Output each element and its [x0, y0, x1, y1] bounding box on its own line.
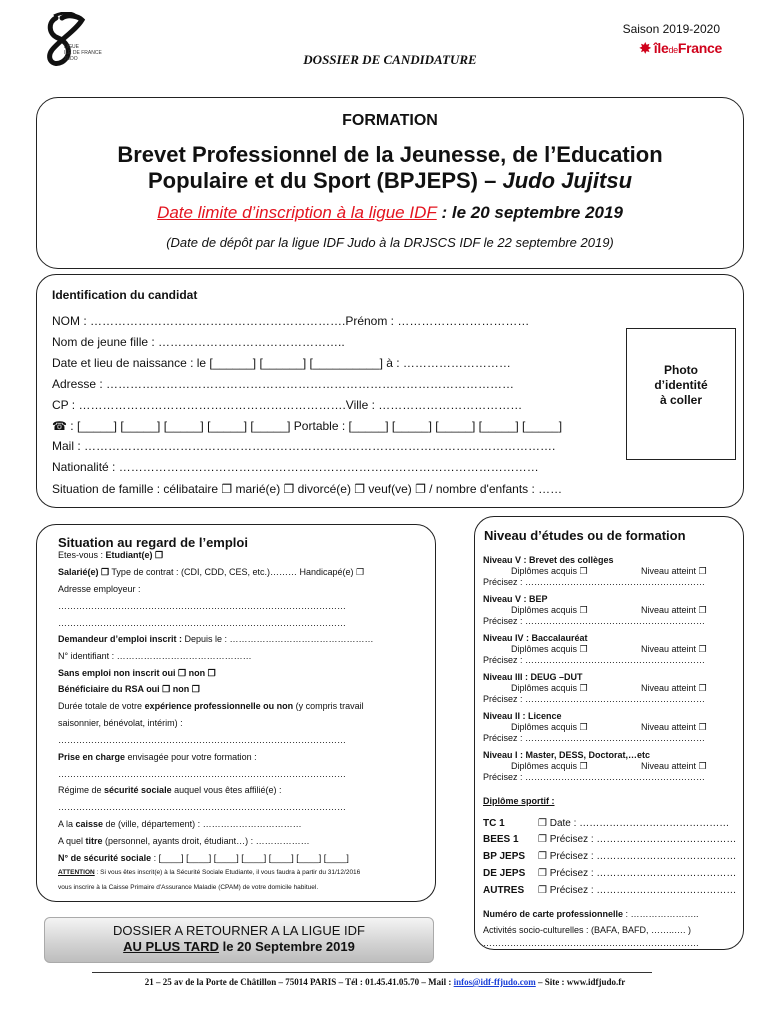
niveau-atteint-checkbox[interactable]: Niveau atteint ❐: [641, 566, 707, 576]
emploi-title: Situation au regard de l’emploi: [58, 535, 248, 550]
niveau-atteint-checkbox[interactable]: Niveau atteint ❐: [641, 683, 707, 693]
etudes-title: Niveau d’études ou de formation: [484, 528, 686, 543]
precisez-field[interactable]: Précisez : ……………………………………………………: [483, 733, 706, 743]
activites-line[interactable]: ………………………………………………………………: [483, 938, 699, 948]
demandeur-emploi-field[interactable]: Demandeur d’emploi inscrit : Depuis le : …………………………………………: [58, 634, 374, 644]
precisez-field[interactable]: Précisez : ……………………………………………………: [483, 772, 706, 782]
sportif-code: BP JEPS: [483, 851, 526, 862]
adresse-employeur-label: Adresse employeur :: [58, 584, 141, 594]
return-banner-line1: DOSSIER A RETOURNER A LA LIGUE IDF: [113, 923, 365, 938]
prise-en-charge-label: Prise en charge envisagée pour votre formation :: [58, 752, 257, 762]
niveau-atteint-checkbox[interactable]: Niveau atteint ❐: [641, 605, 707, 615]
sportif-code: BEES 1: [483, 834, 519, 845]
sportif-code: TC 1: [483, 818, 505, 829]
adresse-employeur-line[interactable]: ……………………………………………………………………………………: [58, 618, 346, 628]
photo-label: Photo d’identité à coller: [654, 363, 708, 407]
caisse-field[interactable]: A la caisse de (ville, département) : ……………………………: [58, 819, 302, 829]
carte-professionnelle-field[interactable]: Numéro de carte professionnelle : …………………..: [483, 909, 699, 919]
securite-sociale-number-field[interactable]: N° de sécurité sociale : [____] [____] [____] [____] [____] [____] [____]: [58, 853, 349, 863]
document-title: DOSSIER DE CANDIDATURE: [303, 52, 477, 67]
salarie-field[interactable]: Salarié(e) ❐ Type de contrat : (CDI, CDD, CES, etc.)……… Handicapé(e) ❐: [58, 567, 365, 577]
formation-title: Brevet Professionnel de la Jeunesse, de l’Education Populaire et du Sport (BPJEPS) – Judo Jujitsu: [117, 142, 663, 193]
diplomes-acquis-checkbox[interactable]: Diplômes acquis ❐: [511, 722, 588, 732]
niveau-title: Niveau III : DEUG –DUT: [483, 672, 583, 682]
registration-deadline: Date limite d’inscription à la ligue IDF : le 20 septembre 2019: [157, 203, 623, 222]
precisez-field[interactable]: Précisez : ……………………………………………………: [483, 616, 706, 626]
titre-field[interactable]: A quel titre (personnel, ayants droit, étudiant…) : ………………: [58, 836, 310, 846]
duree-experience-label: Durée totale de votre expérience professionnelle ou non (y compris travail: [58, 701, 364, 711]
sportif-field[interactable]: ❐ Précisez : ……………………………………: [538, 885, 737, 896]
sportif-code: AUTRES: [483, 885, 525, 896]
identification-title: Identification du candidat: [52, 288, 198, 302]
niveau-title: Niveau I : Master, DESS, Doctorat,…etc: [483, 750, 651, 760]
footer-divider: [92, 972, 652, 973]
prise-en-charge-line[interactable]: ……………………………………………………………………………………: [58, 769, 346, 779]
niveau-atteint-checkbox[interactable]: Niveau atteint ❐: [641, 722, 707, 732]
niveau-title: Niveau IV : Baccalauréat: [483, 633, 588, 643]
telephone-field[interactable]: ☎ : [_____] [_____] [_____] [_____] [_____] Portable : [_____] [_____] [_____] [_____] [_____]: [52, 419, 563, 433]
adresse-employeur-line[interactable]: ……………………………………………………………………………………: [58, 601, 346, 611]
nom-jeune-fille-field[interactable]: Nom de jeune fille : ………………………………………..: [52, 335, 345, 349]
duree-experience-label-2: saisonnier, bénévolat, intérim) :: [58, 718, 183, 728]
duree-experience-line[interactable]: ……………………………………………………………………………………: [58, 735, 346, 745]
nom-field[interactable]: NOM : ……………………………………………………….Prénom : ……………………………: [52, 314, 530, 328]
diplomes-acquis-checkbox[interactable]: Diplômes acquis ❐: [511, 683, 588, 693]
diplomes-acquis-checkbox[interactable]: Diplômes acquis ❐: [511, 566, 588, 576]
ile-de-france-logo: ✸ îledeFrance: [639, 40, 722, 56]
niveau-title: Niveau V : Brevet des collèges: [483, 555, 614, 565]
sportif-field[interactable]: ❐ Date : ………………………………………: [538, 818, 730, 829]
star-icon: ✸: [639, 40, 651, 56]
sportif-field[interactable]: ❐ Précisez : ……………………………………: [538, 851, 737, 862]
email-link[interactable]: infos@idf-ffjudo.com: [453, 977, 536, 987]
precisez-field[interactable]: Précisez : ……………………………………………………: [483, 694, 706, 704]
situation-famille-field[interactable]: Situation de famille : célibataire ❐ marié(e) ❐ divorcé(e) ❐ veuf(ve) ❐ / nombre d'enfants : ……: [52, 482, 563, 496]
niveau-title: Niveau V : BEP: [483, 594, 548, 604]
naissance-field[interactable]: Date et lieu de naissance : le [______] [______] [__________] à : ………………………: [52, 356, 511, 370]
niveau-title: Niveau II : Licence: [483, 711, 562, 721]
season-label: Saison 2019-2020: [622, 22, 720, 36]
cp-ville-field[interactable]: CP : ………………………………………………………….Ville : ………………………………: [52, 398, 523, 412]
diplomes-acquis-checkbox[interactable]: Diplômes acquis ❐: [511, 605, 588, 615]
regime-securite-line[interactable]: ……………………………………………………………………………………: [58, 802, 346, 812]
sportif-field[interactable]: ❐ Précisez : ……………………………………: [538, 868, 737, 879]
diplomes-acquis-checkbox[interactable]: Diplômes acquis ❐: [511, 761, 588, 771]
niveau-atteint-checkbox[interactable]: Niveau atteint ❐: [641, 761, 707, 771]
mail-field[interactable]: Mail : ……………………………………………………………………………………………………….: [52, 439, 556, 453]
league-logo-text: LIGUE ILE DE FRANCE JUDO: [64, 44, 102, 62]
activites-label: Activités socio-culturelles : (BAFA, BAFD, ……..…. ): [483, 925, 692, 935]
attention-note: ATTENTION : Si vous êtes inscrit(e) à la Sécurité Sociale Etudiante, il vous faudra à partir du 31/12/2016: [58, 869, 361, 876]
attention-note-2: vous inscrire à la Caisse Primaire d'Assurance Maladie (CPAM) de votre domicile habituel.: [58, 884, 319, 891]
precisez-field[interactable]: Précisez : ……………………………………………………: [483, 577, 706, 587]
sans-emploi-field[interactable]: Sans emploi non inscrit oui ❐ non ❐: [58, 668, 216, 678]
rsa-field[interactable]: Bénéficiaire du RSA oui ❐ non ❐: [58, 684, 200, 694]
nationalite-field[interactable]: Nationalité : ……………………………………………………………………………………………: [52, 460, 539, 474]
adresse-field[interactable]: Adresse : …………………………………………………………………………………………: [52, 377, 515, 391]
sportif-field[interactable]: ❐ Précisez : ……………………………………: [538, 834, 737, 845]
etes-vous-field[interactable]: Etes-vous : Etudiant(e) ❐: [58, 550, 164, 560]
return-banner-line2: AU PLUS TARD le 20 Septembre 2019: [123, 939, 355, 954]
niveau-atteint-checkbox[interactable]: Niveau atteint ❐: [641, 644, 707, 654]
diplomes-acquis-checkbox[interactable]: Diplômes acquis ❐: [511, 644, 588, 654]
footer-address: 21 – 25 av de la Porte de Châtillon – 75014 PARIS – Tél : 01.45.41.05.70 – Mail : infos@idf-ffjudo.com – Site : www.idfjudo.fr: [144, 977, 626, 987]
diplome-sportif-title: Diplôme sportif :: [483, 796, 555, 806]
formation-label: FORMATION: [342, 112, 438, 129]
sportif-code: DE JEPS: [483, 868, 526, 879]
deposit-note: (Date de dépôt par la ligue IDF Judo à la DRJSCS IDF le 22 septembre 2019): [166, 235, 614, 250]
identifiant-field[interactable]: N° identifiant : ………………………………………: [58, 651, 252, 661]
precisez-field[interactable]: Précisez : ……………………………………………………: [483, 655, 706, 665]
regime-securite-label: Régime de sécurité sociale auquel vous êtes affilié(e) :: [58, 785, 282, 795]
